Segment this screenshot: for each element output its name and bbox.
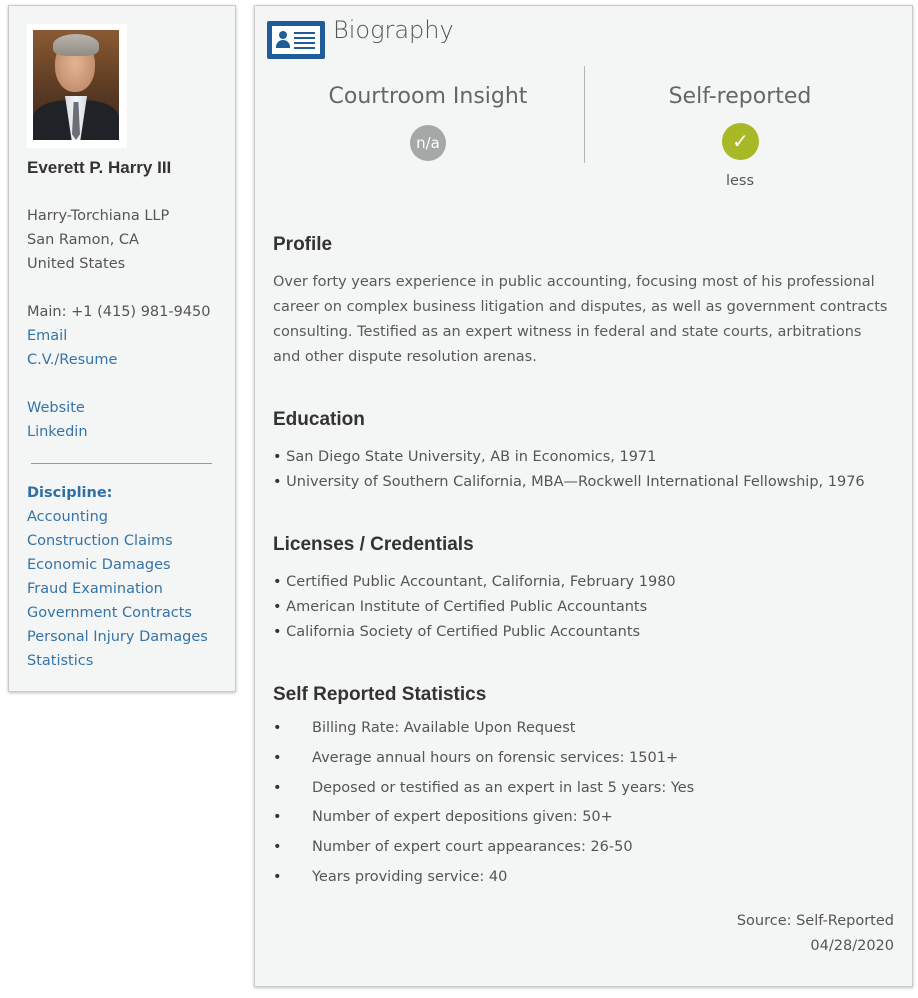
stat-text: Years providing service: 40	[312, 868, 508, 885]
self-reported-label: Self-reported	[668, 84, 812, 109]
profile-card	[8, 5, 236, 692]
education-list	[273, 445, 865, 495]
source-label: Source: Self-Reported	[736, 913, 894, 929]
profile-heading: Profile	[273, 234, 333, 255]
education-heading: Education	[273, 409, 365, 430]
id-card-icon	[267, 21, 325, 59]
stat-text: Average annual hours on forensic services: 1501+	[312, 749, 679, 766]
discipline-label: Discipline:	[27, 485, 113, 501]
discipline-link[interactable]: Accounting	[27, 509, 108, 525]
courtroom-insight-label: Courtroom Insight	[328, 84, 528, 109]
stat-text: Number of expert court appearances: 26-50	[312, 839, 633, 856]
expert-name: Everett P. Harry III	[27, 158, 172, 177]
phone-number: Main: +1 (415) 981-9450	[27, 304, 211, 320]
list-item: • California Society of Certified Public Accountants	[273, 620, 676, 645]
profile-photo	[27, 24, 127, 148]
licenses-heading: Licenses / Credentials	[273, 534, 474, 555]
list-item: • University of Southern California, MBA—Rockwell International Fellowship, 1976	[273, 470, 865, 495]
list-item: • American Institute of Certified Public Accountants	[273, 595, 676, 620]
discipline-link[interactable]: Fraud Examination	[27, 581, 163, 597]
source-date: 04/28/2020	[810, 938, 894, 954]
company-name: Harry-Torchiana LLP	[27, 208, 170, 224]
statistics-heading: Self Reported Statistics	[273, 684, 487, 705]
linkedin-link[interactable]: Linkedin	[27, 424, 88, 440]
less-toggle[interactable]: less	[725, 173, 755, 189]
discipline-link[interactable]: Government Contracts	[27, 605, 192, 621]
discipline-link[interactable]: Personal Injury Damages	[27, 629, 208, 645]
list-item: • Certified Public Accountant, California, February 1980	[273, 570, 676, 595]
discipline-link[interactable]: Statistics	[27, 653, 94, 669]
profile-text: Over forty years experience in public accounting, focusing most of his professional career on complex business litigation and disputes, as well as government contracts consulting. Testified as an expert witness in federal and state courts, arbitrations and other dispute resolution arenas.	[273, 274, 888, 365]
stat-text: Number of expert depositions given: 50+	[312, 809, 613, 826]
city: San Ramon, CA	[27, 232, 139, 248]
discipline-link[interactable]: Construction Claims	[27, 533, 173, 549]
stat-text: Billing Rate: Available Upon Request	[312, 720, 576, 736]
list-item: • San Diego State University, AB in Economics, 1971	[273, 445, 865, 470]
divider	[31, 463, 212, 464]
email-link[interactable]: Email	[27, 328, 68, 344]
country: United States	[27, 256, 126, 272]
checkmark-icon: ✓	[722, 123, 759, 160]
discipline-link[interactable]: Economic Damages	[27, 557, 171, 573]
not-available-badge: n/a	[410, 125, 446, 161]
website-link[interactable]: Website	[27, 400, 85, 416]
licenses-list	[273, 570, 676, 645]
biography-title: Biography	[333, 16, 454, 44]
cv-resume-link[interactable]: C.V./Resume	[27, 352, 118, 368]
column-separator	[584, 66, 585, 163]
stat-text: Deposed or testified as an expert in last 5 years: Yes	[312, 779, 695, 796]
biography-card: Biography Courtroom Insight n/a Self-reported ✓ less Profile Over forty years experience in public accounting, focusing most of his professional career on complex business litigation and disputes, as well as government contracts consulting. Testified as an expert witness in federal and state courts, arbitrations and other dispute resolution arenas. Education • San Diego State University, AB in Economics, 1971 • University of Southern California, MBA—Rockwell International Fellowship, 1976 Licenses / Credentials • Certified Public Accountant, California, February 1980 • American Institute of Certified Public Accountants • California Society of Certified Public Accountants Self Reported Statistics • Billing Rate: Available Upon Request • Average annual hours on forensic services: 1501+ • Deposed or testified as an expert in last 5 years: Yes • Number of expert depositions given: 50+ • Number of expert court appearances: 26-50 • Years providing service: 40 Source: Self-Reported 04/28/2020	[254, 5, 913, 987]
